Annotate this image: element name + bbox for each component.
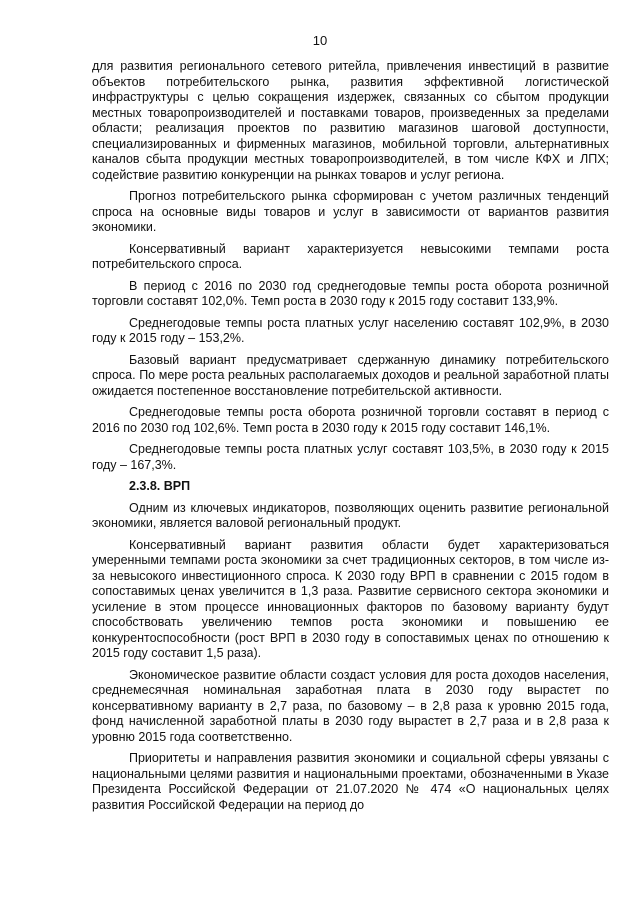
paragraph: Прогноз потребительского рынка сформирован с учетом различных тенденций спроса на основные виды товаров и услуг в зависимости от вариантов развития экономики. — [92, 189, 609, 234]
paragraph: Базовый вариант предусматривает сдержанную динамику потребительского спроса. По мере роста реальных располагаемых доходов и реальной заработной платы ожидается постепенное восстановление потребительской активности. — [92, 352, 609, 398]
paragraph: Среднегодовые темпы роста платных услуг населению составят 102,9%, в 2030 году к 2015 году – 153,2%. — [92, 315, 609, 345]
section-heading: 2.3.8. ВРП — [129, 479, 191, 493]
paragraph: Консервативный вариант развития области будет характеризоваться умеренными темпами роста экономики за счет традиционных секторов, в том числе из-за невысокого инвестиционного спроса. К 2030 году ВРП в сравнении с 2015 годом в сопоставимых ценах увеличится в 1,3 раза. Развитие сервисного сектора экономики и усиление в этом процессе инновационных факторов по базовому варианту будут способствовать увеличению темпов роста экономики и повышению ее конкурентоспособности (рост ВРП в 2030 году в сопоставимых ценах по отношению к 2015 году составит 1,5 раза). — [92, 537, 609, 660]
paragraph: Среднегодовые темпы роста оборота розничной торговли составят в период с 2016 по 2030 год 102,6%. Темп роста в 2030 году к 2015 году составит 146,1%. — [92, 405, 609, 435]
page-number: 10 — [312, 33, 328, 48]
paragraph: Экономическое развитие области создаст условия для роста доходов населения, среднемесячная номинальная заработная плата в 2030 году вырастет по консервативному варианту в 2,7 раза, по базовому – в 2,8 раза к уровню 2015 года, фонд начисленной заработной платы в 2030 году вырастет в 2,7 раза и в 2,8 раза к уровню 2015 года соответственно. — [92, 667, 609, 744]
document-body — [92, 59, 609, 819]
paragraph: Консервативный вариант характеризуется невысокими темпами роста потребительского спроса. — [92, 241, 609, 271]
paragraph: Среднегодовые темпы роста платных услуг составят 103,5%, в 2030 году к 2015 году – 167,3%. — [92, 442, 609, 472]
paragraph: Приоритеты и направления развития экономики и социальной сферы увязаны с национальными целями развития и национальными проектами, обозначенными в Указе Президента Российской Федерации от 21.07.2020 № 474 «О национальных целях развития Российской Федерации на период до — [92, 751, 609, 812]
paragraph: для развития регионального сетевого ритейла, привлечения инвестиций в развитие объектов потребительского рынка, развития эффективной логистической инфраструктуры с целью сокращения издержек, связанных со сбытом продукции местных товаропроизводителей и поставками товаров, произведенных за пределами области; реализация проектов по развитию магазинов шаговой доступности, специализированных и фирменных магазинов, мобильной торговли, альтернативных каналов сбыта продукции местных товаропроизводителей, в том числе КФХ и ЛПХ; содействие развитию конкуренции на рынках товаров и услуг региона. — [92, 59, 609, 182]
paragraph: Одним из ключевых индикаторов, позволяющих оценить развитие региональной экономики, является валовой региональный продукт. — [92, 500, 609, 530]
paragraph: В период с 2016 по 2030 год среднегодовые темпы роста оборота розничной торговли составят 102,0%. Темп роста в 2030 году к 2015 году составит 133,9%. — [92, 278, 609, 308]
